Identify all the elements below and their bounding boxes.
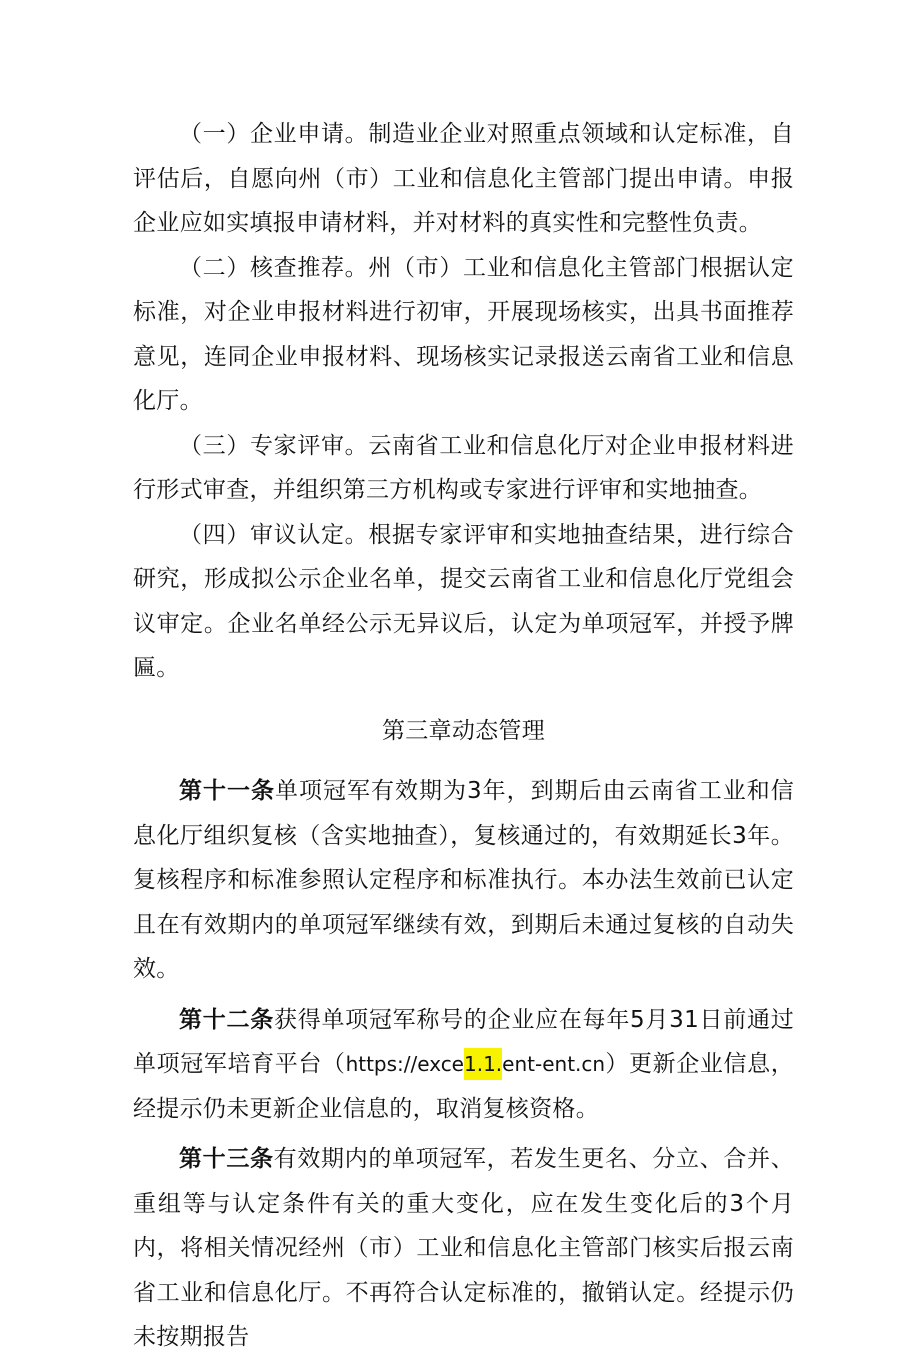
chapter-title: 第三章动态管理 [381,717,546,744]
article-11-title: 第十一条 [179,778,276,804]
section-enterprise-application: （一）企业申请。制造业企业对照重点领域和认定标准，自评估后，自愿向州（市）工业和信息化主管部门提出申请。申报企业应如实填报申请材料，并对材料的真实性和完整性负责。 [133,121,794,236]
article-13-text: 有效期内的单项冠军，若发生更名、分立、合并、重组等与认定条件有关的重大变化，应在发生变化后的3个月内，将相关情况经州（市）工业和信息化主管部门核实后报云南省工业和信息化厅。不再符合认定标准的，撤销认定。经提示仍未按期报告 [133,1146,794,1350]
platform-url-part2: ent-ent.cn [502,1052,606,1076]
article-13 [133,1137,794,1360]
article-11 [133,769,794,992]
platform-url[interactable] [346,1048,606,1080]
section-review-recommendation: （二）核查推荐。州（市）工业和信息化主管部门根据认定标准，对企业申报材料进行初审，开展现场核实，出具书面推荐意见，连同企业申报材料、现场核实记录报送云南省工业和信息化厅。 [133,254,794,414]
article-12-title: 第十二条 [179,1006,274,1033]
article-12-text-after: ）更新企业信息，经提示仍未更新企业信息的，取消复核资格。 [133,1051,794,1122]
platform-url-highlight: 1.1. [464,1048,502,1080]
article-12-text-before: 获得单项冠军称号的企业应在每年5月31日前通过单项冠军培育平台（ [133,1006,794,1077]
section-deliberation-approval: （四）审议认定。根据专家评审和实地抽查结果，进行综合研究，形成拟公示企业名单，提交云南省工业和信息化厅党组会议审定。企业名单经公示无异议后，认定为单项冠军，并授予牌匾。 [133,521,794,681]
article-12 [133,998,794,1132]
platform-url-part1: https://exce [345,1052,464,1076]
section-expert-review: （三）专家评审。云南省工业和信息化厅对企业申报材料进行形式审查，并组织第三方机构或专家进行评审和实地抽查。 [133,432,794,503]
article-11-text: 单项冠军有效期为3年，到期后由云南省工业和信息化厅组织复核（含实地抽查），复核通过的，有效期延长3年。复核程序和标准参照认定程序和标准执行。本办法生效前已认定且在有效期内的单项冠军继续有效，到期后未通过复核的自动失效。 [133,778,795,982]
article-13-title: 第十三条 [179,1146,274,1172]
